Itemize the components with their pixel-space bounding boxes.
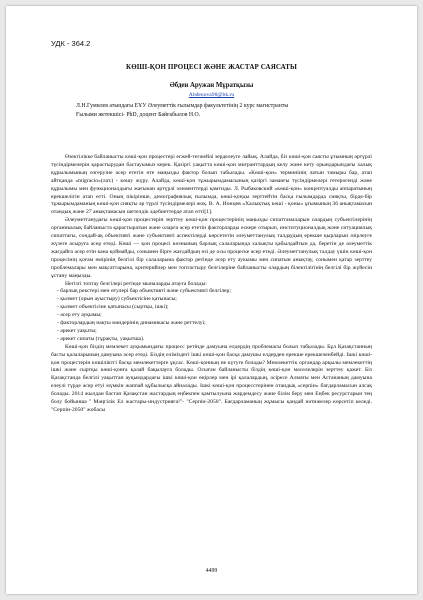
author-name: Әбден Аружан Мұратқызы [169, 82, 254, 89]
body-paragraph: Әлеуметтанудағы көші-қон процестерін зерттеу көші-қон процестерінің маңызды сипаттамаларын олардың субъектілерінің органикалық байланыста қарастыратын және оларға әсер ететін факторларды ескере отырып, институционалдық және ситуациялық сипаттағы, сондай-ақ объективті және субъективті аспектілерді көрсететін әлеуметтанулық талдаудың ерекше қырларын әзірлеуге жүзеге асыруға әсер етеді. Көші — қон процесі көзнының барлық салаларында халықты қабылдайтын да, беретін де әлеуметтік жағдайға әсер етін кана қоймайды, сонымен бірге жағдайдың өзі де осы процеске әсер етеді. Әлеуметтанулық талдау үшін көші-қон процесінің қоғам өмірінің белгілі бір салаларына фактор ретінде әсер ету аукымы мен сипатын анықтау, сонымен қатар зерттеу проблемалары мен мақсаттарына, критерийлер мен топтастыру белгілеріне байланысты олардың білектілігінің белгілі бір жүйесін ұстану маңызды. [51, 217, 372, 279]
body-paragraph: Көші-қон біздің мемлекет ауқымындағы процесс ретінде дамуына елдердің проблемасы болып табылады. Бұл Қазақстанның басты қалаларының дамуына әсер етеді. Біздің еліміздегі ішкі көші-қон басқа дамушы елдерден ерекше ерекшеленбейді. Ішкі көші-қон процестерін көшіліктгі басқа мемлекеттерге ұқсас. Көші-қонның не күтуге болады? Мемлекеттік органдар арқылы мемлекеттің ішкі және сыртқы көші-қонға қалай бақылауға болады. Осыған байланысты біздің көші-қон мәселелерін зерттеу қажет. Біз Қазақстанда белгілі уақыттан ауқымдардағы ішкі көші-қон өңірлер мен ірі қалалардың, әсіресе Алматы мен Астананың дамуына елеулі түрде әсер етуі мүмкін жаппай құбылысқа айналады. Ішкі көші-қон процесстерінен отандық «серпін» бағдарламасын алсақ болады. 2014 жылдан бастап Қазақстан жастардың еңбекпен қамтылуына жәрдемдесу және білім беру мен Еңбек ресурстарын тең болу бойынша " Мәңгілік Ел жастары-индустрияға!"- "Серпін-2050". Бағдарламаның жұмысы қандай нәтижелер көрсетіп келеді. "Серпін-2050" жобасы [51, 343, 372, 413]
list-item: - әсер ету ауқымы; [57, 312, 102, 319]
supervisor-line: Ғылыми жетекшісі- PhD, доцент Байғабылов Н.О. [76, 112, 201, 118]
affiliation-line: Л.Н.Гумилев атындағы ЕҰУ Әлеуметтік ғылымдар факультетінің 2 курс магистранты [76, 103, 289, 109]
page-number: 4499 [205, 568, 218, 574]
list-item: - әрекет сипаты (тұрақты, уақытша). [57, 335, 145, 342]
grouping-criteria-list [51, 288, 372, 343]
list-item: - әрекет уақыты; [57, 327, 97, 334]
list-item: - барлық рекстері мен өтулері бар объективті және субъективті белгілер; [57, 288, 231, 295]
affiliation-block [76, 102, 372, 120]
article-body [51, 154, 372, 415]
body-paragraph: Негізгі топтау белгілері ретінде мыналарды атауға болады: [65, 280, 207, 287]
article-title: КӨШІ-ҚОН ПРОЦЕСІ ЖӘНЕ ЖАСТАР САЯСАТЫ [126, 63, 297, 71]
document-page [6, 6, 417, 594]
list-item: - факторлардың нақты мәндерінің динамикасы және реттелуі; [57, 320, 206, 327]
udk-code: УДК - 364.2 [51, 39, 91, 48]
list-item: - қызмет объектісіне қатынасы (сыртқы, ішкі); [57, 304, 169, 311]
body-paragraph: Өзектілікке байланысты көші-қон процестері егжей-тегжейлі зерделеуге лайық. Алайда, біз көші-қон саясты ұтымның әртүрлі түсіндірмелерін қарастырудан бастауымыз керек. Қазіргі уақытта көші-қон мигранттардың келу және кету орындарындағы халық құрылымының өзгеруіне әсер ететін өте маңызды фактор болып табылады. «Көші-қон» терминінің латын тамыры бар, атап айтқанда «migracio»(лат.) - көшу жүру. Алайда, көші-қон тұжырымдамасының қазіргі заманғы түсіндірмелері гетерогенді және құрылымы мен функционалдығы жағынан әртүрлі элементтерді қамтиды. Л. Рыбаковский «көші-қон» концептуалды аппаратының ерекшелігін атап өтті. Оның пікірінше, демографиялық ғылымда, көші-қонды зерттейтін басқа ғылымдарда сияқты, бірде-бір тұжырымдаманың көші-қон сияқты әр түрлі түсіндірмелері жоқ. В. А. Ионцев «Халықтық көші - қоны» ұғымының 36 анықтамасын отандық және 27 анықтамасын шетелдік әдебиеттерде атап өтті[1]. [51, 154, 372, 216]
list-item: - қызмет (орын ауыстыру) субъектісіне қатынасы; [57, 296, 177, 303]
author-email-link[interactable]: Abdenova98@bk.ru [188, 92, 235, 98]
